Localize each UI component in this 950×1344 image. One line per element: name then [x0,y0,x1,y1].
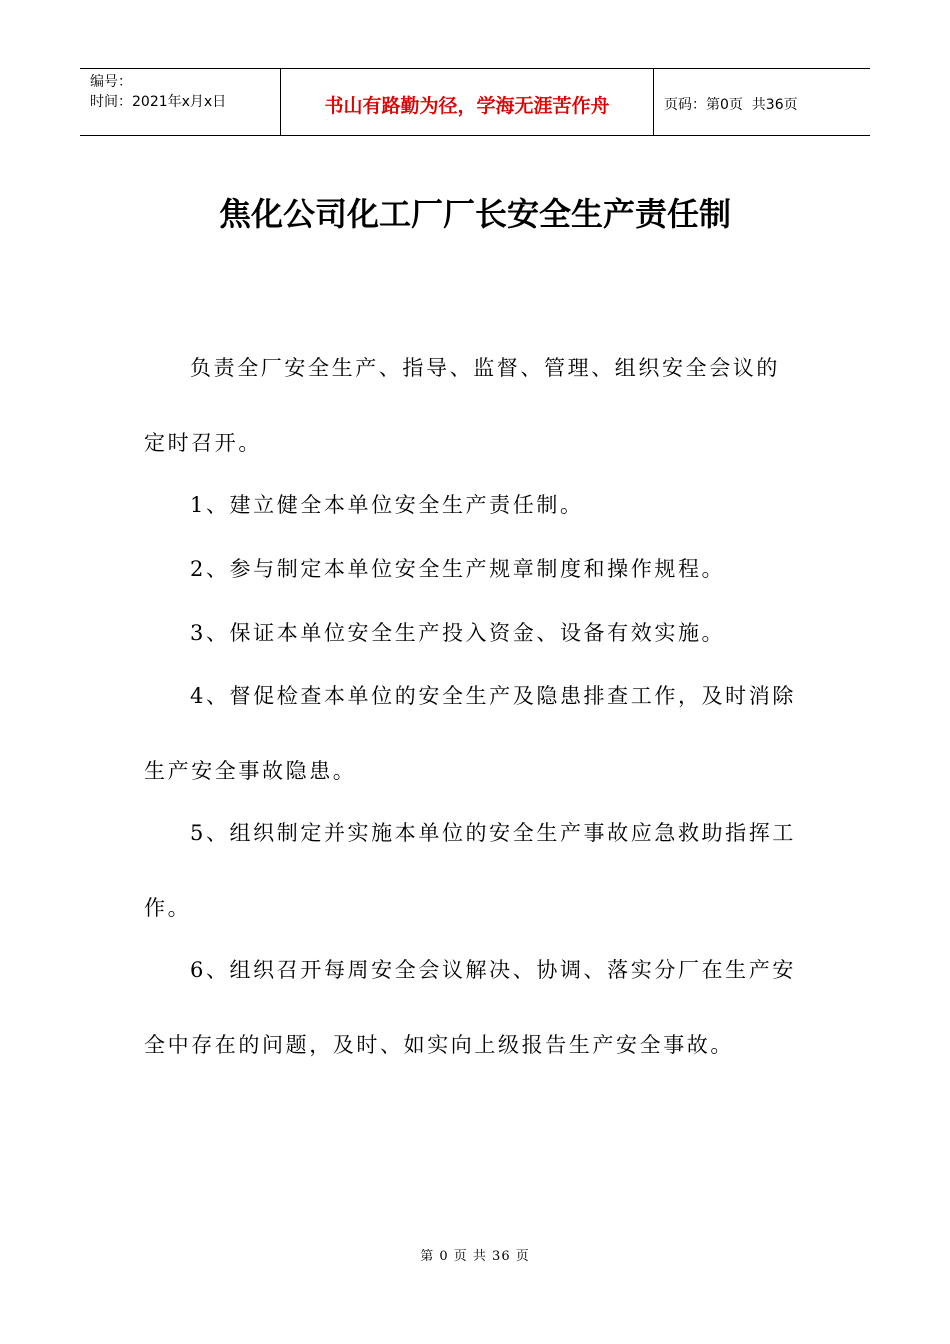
motto-text: 书山有路勤为径，学海无涯苦作舟 [324,94,610,117]
list-item-5-line-2: 作。 [144,896,192,920]
list-item-6-line-1: 6、组织召开每周安全会议解决、协调、落实分厂在生产安 [190,958,796,982]
page-info-text: 页码：第0页 共36页 [664,97,798,113]
document-header [80,68,870,136]
date-label: 时间：2021年x月x日 [90,94,227,110]
list-item-6-line-2: 全中存在的问题，及时、如实向上级报告生产安全事故。 [144,1033,734,1057]
header-meta-cell [80,69,281,135]
list-item-2: 2、参与制定本单位安全生产规章制度和操作规程。 [190,557,726,581]
page-footer: 第 0 页 共 36 页 [420,1249,530,1264]
list-item-1: 1、建立健全本单位安全生产责任制。 [190,493,584,517]
list-item-5-line-1: 5、组织制定并实施本单位的安全生产事故应急救助指挥工 [190,821,796,845]
list-item-4-line-2: 生产安全事故隐患。 [144,759,357,783]
paragraph-intro-line-1: 负责全厂安全生产、指导、监督、管理、组织安全会议的 [190,356,780,380]
document-title: 焦化公司化工厂厂长安全生产责任制 [218,195,731,233]
header-motto-cell [281,69,654,135]
serial-number-label: 编号： [90,74,132,90]
list-item-3: 3、保证本单位安全生产投入资金、设备有效实施。 [190,621,726,645]
header-page-cell [654,69,870,135]
list-item-4-line-1: 4、督促检查本单位的安全生产及隐患排查工作，及时消除 [190,684,796,708]
paragraph-intro-line-2: 定时召开。 [144,431,262,455]
